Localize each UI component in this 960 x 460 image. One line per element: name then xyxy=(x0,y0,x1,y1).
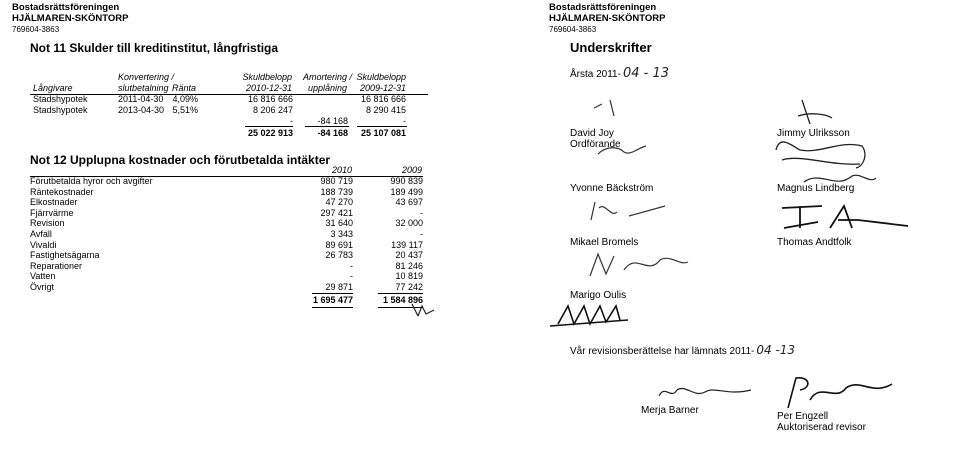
note12-cell-label: Fjärrvärme xyxy=(30,207,74,218)
note12-cell-v2009: 77 242 xyxy=(395,282,423,292)
note12-cell-v2010: - xyxy=(350,260,353,271)
note12-cell-label: Räntekostnader xyxy=(30,186,94,197)
hdr-conv2: slutbetalning xyxy=(118,83,169,93)
note12-cell-v2009: 189 499 xyxy=(390,186,423,197)
note12-cell-v2009: 990 839 xyxy=(390,176,423,186)
note12-cell-label: Vivaldi xyxy=(30,239,57,250)
signer-yvonne: Yvonne Bäckström xyxy=(570,183,654,194)
hdr-rate: Ränta xyxy=(172,83,197,93)
total-amort: -84 168 xyxy=(317,128,348,138)
hdr-debt2010-2: 2010-12-31 xyxy=(245,83,292,93)
n12-total-rule-2 xyxy=(378,293,423,294)
note11-cell-date: 2011-04-30 xyxy=(118,94,164,104)
note12-cell-v2010: 31 640 xyxy=(325,218,353,229)
left-header xyxy=(12,2,128,35)
org-number: 769604-3863 xyxy=(12,25,60,34)
david-signature xyxy=(580,96,660,166)
note11-cell-debt2010: 16 816 666 xyxy=(247,94,293,104)
signer-thomas: Thomas Andtfolk xyxy=(777,237,852,248)
mikael-signature xyxy=(584,246,694,284)
note11-cell-rate: 4,09% xyxy=(172,94,198,104)
signer-mikael: Mikael Bromels xyxy=(570,237,639,248)
total-rule-2 xyxy=(305,126,349,127)
auditor-per: Per Engzell xyxy=(777,411,829,422)
note12-cell-v2009: 81 246 xyxy=(395,260,423,271)
note12-cell-v2010: 297 421 xyxy=(320,207,353,218)
note11-cell-debt2010: 8 206 247 xyxy=(252,105,293,115)
org-name-2-right: HJÄLMAREN-SKÖNTORP xyxy=(549,13,666,24)
audit-line xyxy=(570,345,795,357)
audit-line-text: Vår revisionsberättelse har lämnats 2011- xyxy=(570,346,755,357)
note12-cell-v2010: 3 343 xyxy=(330,229,353,239)
signer-david-role: Ordförande xyxy=(570,139,621,150)
note12-cell-v2009: 139 117 xyxy=(391,239,423,250)
note12-cell-v2010: - xyxy=(350,271,353,282)
per-signature xyxy=(780,372,900,414)
note12-cell-v2009: 32 000 xyxy=(395,218,423,229)
note11-cell-rate: 5,51% xyxy=(172,105,198,115)
note11-cell-lender: Stadshypotek xyxy=(33,94,88,104)
org-number-right: 769604-3863 xyxy=(549,25,597,34)
hdr-amort2: upplåning xyxy=(307,83,347,93)
note12-cell-v2010: 89 691 xyxy=(325,239,353,250)
note11-cell-debt2009: - xyxy=(403,116,406,126)
signatures-title: Underskrifter xyxy=(570,40,652,55)
note12-title: Not 12 Upplupna kostnader och förutbetalda intäkter xyxy=(30,153,331,167)
note12-cell-label: Revision xyxy=(30,218,65,229)
audit-date-handwritten: 04 -13 xyxy=(756,343,796,357)
n12-double-rule-1 xyxy=(312,307,353,308)
note12-cell-label: Övrigt xyxy=(30,282,55,292)
org-name: Bostadsrättsföreningen xyxy=(12,2,120,13)
total-rule-3 xyxy=(357,126,407,127)
signer-magnus: Magnus Lindberg xyxy=(777,183,855,194)
note11-title: Not 11 Skulder till kreditinstitut, långfristiga xyxy=(30,41,279,55)
org-name-2: HJÄLMAREN-SKÖNTORP xyxy=(12,13,129,24)
note12-cell-label: Vatten xyxy=(30,271,56,282)
note12-cell-label: Förutbetalda hyror och avgifter xyxy=(30,176,153,186)
hdr-conv1: Konvertering / xyxy=(118,72,175,82)
note12-cell-label: Elkostnader xyxy=(30,197,78,208)
n12-total-2010: 1 695 477 xyxy=(312,295,353,305)
date-line xyxy=(570,68,669,80)
date-line-text: Årsta 2011- xyxy=(570,69,621,80)
note11-cell-amort: -84 168 xyxy=(317,116,348,126)
note12-cell-v2010: 47 270 xyxy=(325,197,353,208)
note12-cell-v2009: - xyxy=(420,229,423,239)
note11-cell-debt2010: - xyxy=(290,116,293,126)
yvonne-signature xyxy=(585,198,685,230)
note12-cell-label: Fastighetsägarna xyxy=(30,250,100,261)
hdr-debt2009-2: 2009-12-31 xyxy=(359,83,406,93)
note11-cell-debt2009: 16 816 666 xyxy=(360,94,406,104)
signer-david: David Joy xyxy=(570,128,614,139)
magnus-signature xyxy=(800,166,880,196)
org-name-right: Bostadsrättsföreningen xyxy=(549,2,657,13)
hdr-lender: Långivare xyxy=(33,83,73,93)
merja-signature xyxy=(655,378,755,406)
hdr-amort1: Amortering / xyxy=(302,72,352,82)
note12-cell-label: Avfall xyxy=(30,229,52,239)
auditor-merja: Merja Barner xyxy=(641,405,699,416)
right-header xyxy=(549,2,665,35)
note11-cell-debt2009: 8 290 415 xyxy=(365,105,406,115)
note12-cell-v2010: 29 871 xyxy=(325,282,353,292)
note12-cell-v2010: 980 719 xyxy=(320,176,353,186)
hdr-debt2010-1: Skuldbelopp xyxy=(242,72,292,82)
signer-jimmy: Jimmy Ulriksson xyxy=(777,128,850,139)
total-debt2009: 25 107 081 xyxy=(360,128,406,138)
note12-cell-v2010: 26 783 xyxy=(325,250,353,261)
marigo-signature xyxy=(548,300,648,332)
note12-cell-label: Reparationer xyxy=(30,260,83,271)
note12-cell-v2010: 188 739 xyxy=(320,186,353,197)
auditor-per-role: Auktoriserad revisor xyxy=(777,422,866,433)
note11-cell-lender: Stadshypotek xyxy=(33,105,88,115)
note11-cell-date: 2013-04-30 xyxy=(118,105,165,115)
total-rule-1 xyxy=(245,126,293,127)
initials-signature xyxy=(408,300,438,320)
note12-cell-v2009: 10 819 xyxy=(395,271,423,282)
date-handwritten: 04 - 13 xyxy=(622,66,669,81)
note12-col-2010: 2010 xyxy=(331,165,352,175)
signer-marigo: Marigo Oulis xyxy=(570,290,627,301)
n12-total-rule-1 xyxy=(312,293,353,294)
thomas-signature xyxy=(778,200,918,234)
note12-cell-v2009: 43 697 xyxy=(395,197,423,208)
note12-col-2009: 2009 xyxy=(401,165,422,175)
total-debt2010: 25 022 913 xyxy=(247,128,293,138)
hdr-debt2009-1: Skuldbelopp xyxy=(356,72,406,82)
jimmy-signature xyxy=(770,94,890,176)
note12-cell-v2009: 20 437 xyxy=(395,250,423,261)
n12-total-2009: 1 584 896 xyxy=(382,295,423,305)
note12-cell-v2009: - xyxy=(420,207,423,218)
